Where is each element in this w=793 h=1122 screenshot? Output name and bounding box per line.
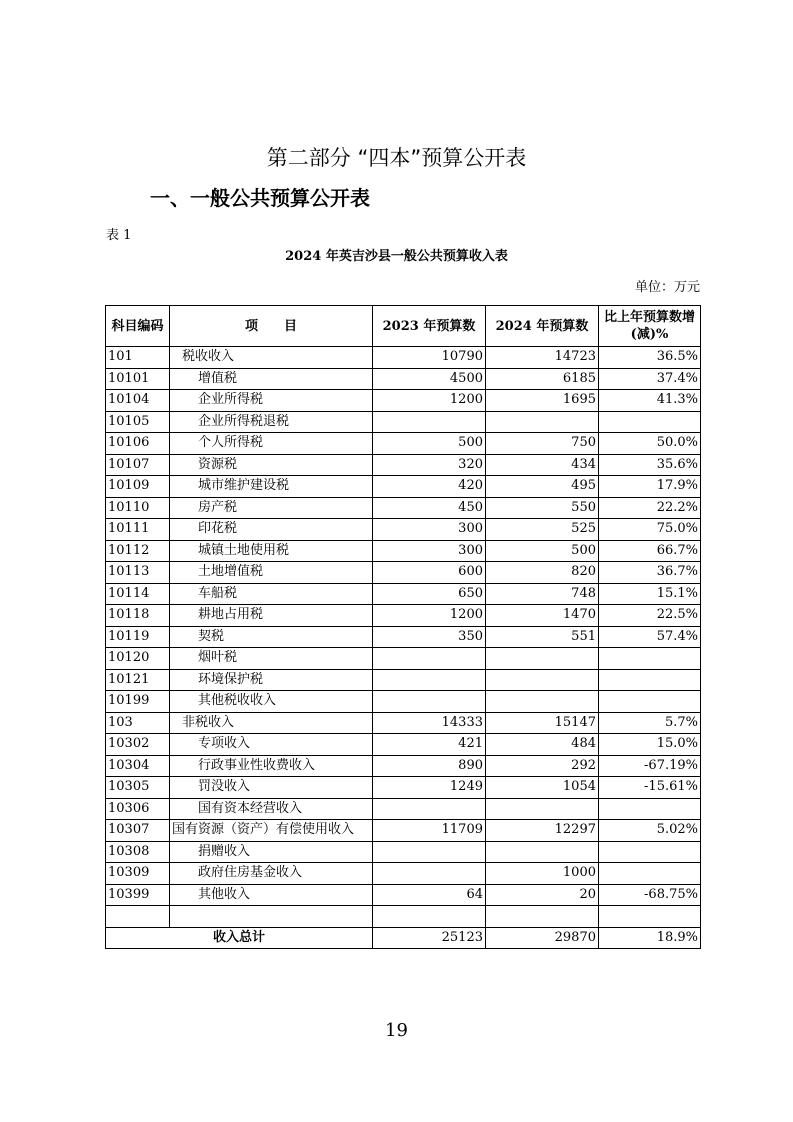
table-row — [106, 497, 701, 519]
revenue-table — [105, 305, 701, 949]
row-code: 10120 — [106, 648, 170, 670]
row-code: 10111 — [106, 519, 170, 541]
row-2024: 500 — [486, 540, 599, 562]
row-item: 企业所得税退税 — [170, 411, 373, 433]
row-change — [599, 648, 701, 670]
header-2024: 2024 年预算数 — [486, 306, 599, 347]
table-row — [106, 841, 701, 863]
table-row — [106, 648, 701, 670]
row-change: 36.5% — [599, 347, 701, 369]
unit-label: 单位：万元 — [634, 280, 700, 295]
row-change: 5.02% — [599, 820, 701, 842]
row-item: 专项收入 — [170, 734, 373, 756]
row-2023: 14333 — [373, 712, 486, 734]
row-item: 契税 — [170, 626, 373, 648]
row-code: 10105 — [106, 411, 170, 433]
table-row — [106, 519, 701, 541]
section-title: 一、一般公共预算公开表 — [150, 186, 370, 210]
row-change: -68.75% — [599, 884, 701, 906]
row-2023: 300 — [373, 540, 486, 562]
row-2023: 421 — [373, 734, 486, 756]
row-change: 50.0% — [599, 433, 701, 455]
table-row — [106, 734, 701, 756]
row-2023 — [373, 648, 486, 670]
row-item: 企业所得税 — [170, 390, 373, 412]
row-item: 捐赠收入 — [170, 841, 373, 863]
row-2023 — [373, 669, 486, 691]
row-change — [599, 691, 701, 713]
table-row — [106, 605, 701, 627]
row-change: 5.7% — [599, 712, 701, 734]
row-code: 10199 — [106, 691, 170, 713]
row-2024: 14723 — [486, 347, 599, 369]
row-2024 — [486, 906, 599, 928]
row-2023: 1200 — [373, 390, 486, 412]
row-2023 — [373, 906, 486, 928]
row-change: 36.7% — [599, 562, 701, 584]
row-item: 个人所得税 — [170, 433, 373, 455]
row-2024: 820 — [486, 562, 599, 584]
row-2023: 4500 — [373, 368, 486, 390]
table-row — [106, 777, 701, 799]
table-row — [106, 755, 701, 777]
table-row — [106, 669, 701, 691]
row-2023: 300 — [373, 519, 486, 541]
row-item: 其他收入 — [170, 884, 373, 906]
row-2024: 1054 — [486, 777, 599, 799]
row-change: 15.1% — [599, 583, 701, 605]
row-change: 37.4% — [599, 368, 701, 390]
row-code: 10309 — [106, 863, 170, 885]
row-code: 10305 — [106, 777, 170, 799]
row-2024 — [486, 411, 599, 433]
row-code: 10306 — [106, 798, 170, 820]
row-change: 41.3% — [599, 390, 701, 412]
row-2024 — [486, 798, 599, 820]
row-code: 10106 — [106, 433, 170, 455]
total-2023: 25123 — [373, 927, 486, 949]
table-row — [106, 540, 701, 562]
row-item: 增值税 — [170, 368, 373, 390]
total-label: 收入总计 — [106, 927, 373, 949]
row-code — [106, 906, 170, 928]
row-change — [599, 841, 701, 863]
row-code: 10104 — [106, 390, 170, 412]
table-row — [106, 691, 701, 713]
row-2024 — [486, 648, 599, 670]
row-change: 22.5% — [599, 605, 701, 627]
table-row — [106, 368, 701, 390]
row-2024: 484 — [486, 734, 599, 756]
row-code: 10302 — [106, 734, 170, 756]
row-item: 房产税 — [170, 497, 373, 519]
row-item: 国有资源（资产）有偿使用收入 — [170, 820, 373, 842]
row-2024: 434 — [486, 454, 599, 476]
row-item: 税收收入 — [170, 347, 373, 369]
row-2023: 650 — [373, 583, 486, 605]
table-row — [106, 820, 701, 842]
row-2024: 551 — [486, 626, 599, 648]
row-2023: 450 — [373, 497, 486, 519]
row-change: 75.0% — [599, 519, 701, 541]
row-item: 烟叶税 — [170, 648, 373, 670]
row-2024: 495 — [486, 476, 599, 498]
row-2023: 11709 — [373, 820, 486, 842]
row-code: 10109 — [106, 476, 170, 498]
part-title: 第二部分 “四本”预算公开表 — [266, 146, 527, 170]
total-row — [106, 927, 701, 949]
total-change: 18.9% — [599, 927, 701, 949]
row-code: 10118 — [106, 605, 170, 627]
row-change: 57.4% — [599, 626, 701, 648]
row-item — [170, 906, 373, 928]
table-row — [106, 562, 701, 584]
row-change: 17.9% — [599, 476, 701, 498]
row-2024: 6185 — [486, 368, 599, 390]
table-row — [106, 583, 701, 605]
table-row — [106, 863, 701, 885]
row-2024: 20 — [486, 884, 599, 906]
row-2024: 1470 — [486, 605, 599, 627]
row-item: 土地增值税 — [170, 562, 373, 584]
row-code: 10307 — [106, 820, 170, 842]
row-2024: 1695 — [486, 390, 599, 412]
table-row — [106, 626, 701, 648]
table-row — [106, 798, 701, 820]
row-2024 — [486, 691, 599, 713]
row-item: 罚没收入 — [170, 777, 373, 799]
row-code: 10101 — [106, 368, 170, 390]
row-change: -15.61% — [599, 777, 701, 799]
row-2023 — [373, 691, 486, 713]
header-item: 项 目 — [170, 306, 373, 347]
row-2024: 292 — [486, 755, 599, 777]
table-row — [106, 390, 701, 412]
row-2024 — [486, 669, 599, 691]
table-row — [106, 712, 701, 734]
row-item: 政府住房基金收入 — [170, 863, 373, 885]
row-item: 资源税 — [170, 454, 373, 476]
row-code: 10121 — [106, 669, 170, 691]
row-code: 10308 — [106, 841, 170, 863]
row-change: 66.7% — [599, 540, 701, 562]
table-header-row — [106, 306, 701, 347]
row-item: 城市维护建设税 — [170, 476, 373, 498]
row-2024: 748 — [486, 583, 599, 605]
table-row — [106, 476, 701, 498]
row-2023 — [373, 863, 486, 885]
row-code: 10119 — [106, 626, 170, 648]
row-2023: 1200 — [373, 605, 486, 627]
row-change — [599, 863, 701, 885]
row-2023 — [373, 798, 486, 820]
row-code: 10110 — [106, 497, 170, 519]
row-code: 10107 — [106, 454, 170, 476]
row-change: 22.2% — [599, 497, 701, 519]
row-change: 35.6% — [599, 454, 701, 476]
table-row — [106, 347, 701, 369]
table-row — [106, 411, 701, 433]
total-2024: 29870 — [486, 927, 599, 949]
row-item: 环境保护税 — [170, 669, 373, 691]
row-item: 城镇土地使用税 — [170, 540, 373, 562]
row-item: 行政事业性收费收入 — [170, 755, 373, 777]
row-item: 国有资本经营收入 — [170, 798, 373, 820]
table-title: 2024 年英吉沙县一般公共预算收入表 — [285, 249, 508, 264]
row-2023 — [373, 841, 486, 863]
row-change: 15.0% — [599, 734, 701, 756]
row-code: 10113 — [106, 562, 170, 584]
table-row — [106, 884, 701, 906]
row-2024: 525 — [486, 519, 599, 541]
row-change — [599, 669, 701, 691]
row-2024: 750 — [486, 433, 599, 455]
table-number: 表 1 — [106, 228, 132, 243]
row-code: 101 — [106, 347, 170, 369]
header-code: 科目编码 — [106, 306, 170, 347]
row-change — [599, 411, 701, 433]
row-2023: 500 — [373, 433, 486, 455]
row-change — [599, 798, 701, 820]
table-row — [106, 433, 701, 455]
row-2023: 350 — [373, 626, 486, 648]
row-2023: 600 — [373, 562, 486, 584]
header-2023: 2023 年预算数 — [373, 306, 486, 347]
row-2024 — [486, 841, 599, 863]
row-2023: 10790 — [373, 347, 486, 369]
table-row — [106, 454, 701, 476]
row-code: 10304 — [106, 755, 170, 777]
row-2024: 1000 — [486, 863, 599, 885]
row-change: -67.19% — [599, 755, 701, 777]
row-2023: 64 — [373, 884, 486, 906]
row-change — [599, 906, 701, 928]
row-2023: 1249 — [373, 777, 486, 799]
row-item: 印花税 — [170, 519, 373, 541]
table-row — [106, 906, 701, 928]
row-item: 耕地占用税 — [170, 605, 373, 627]
row-2023 — [373, 411, 486, 433]
row-2024: 12297 — [486, 820, 599, 842]
row-2024: 550 — [486, 497, 599, 519]
row-item: 非税收入 — [170, 712, 373, 734]
row-code: 10114 — [106, 583, 170, 605]
row-item: 其他税收收入 — [170, 691, 373, 713]
row-code: 10399 — [106, 884, 170, 906]
row-code: 10112 — [106, 540, 170, 562]
page-number: 19 — [385, 1020, 408, 1041]
row-2023: 890 — [373, 755, 486, 777]
header-change: 比上年预算数增(减)% — [599, 306, 701, 347]
row-item: 车船税 — [170, 583, 373, 605]
row-2024: 15147 — [486, 712, 599, 734]
row-2023: 320 — [373, 454, 486, 476]
row-2023: 420 — [373, 476, 486, 498]
row-code: 103 — [106, 712, 170, 734]
